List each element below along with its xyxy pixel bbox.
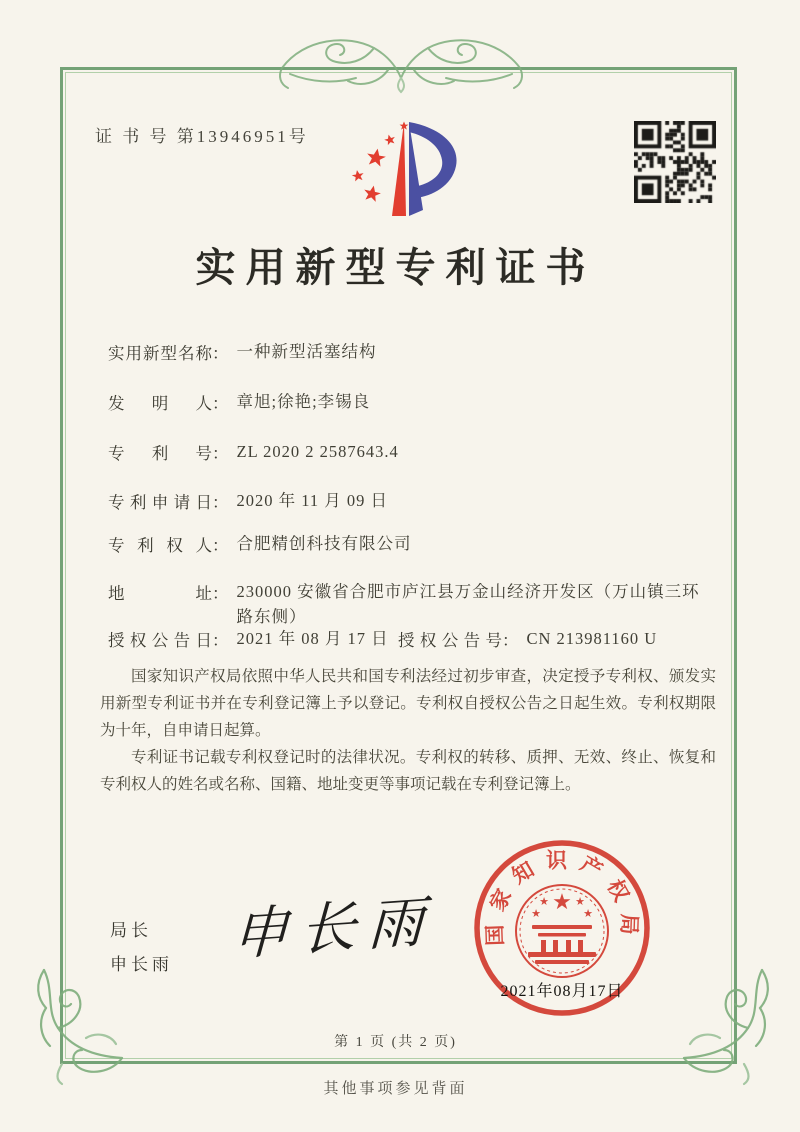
grant-publication-number [398, 627, 657, 652]
field-label: 专利申请日 [108, 493, 212, 512]
field-value: 一种新型活塞结构 [236, 342, 377, 361]
svg-text:★: ★ [583, 907, 593, 920]
legal-body-text [100, 663, 716, 798]
seal-national-emblem [516, 885, 608, 977]
field-value: 2020 年 11 月 09 日 [236, 491, 389, 510]
field-colon: ： [212, 344, 229, 363]
svg-text:★: ★ [575, 895, 585, 908]
field-value: 230000 安徽省合肥市庐江县万金山经济开发区（万山镇三环路东侧） [236, 582, 700, 626]
field-label: 授权公告日 [108, 631, 212, 650]
legal-paragraph-2: 专利证书记载专利权登记时的法律状况。专利权的转移、质押、无效、终止、恢复和专利权人的姓名或名称、国籍、地址变更等事项记载在专利登记簿上。 [100, 749, 716, 793]
field-row-patent-number [108, 440, 399, 465]
grant-number-value: CN 213981160 U [526, 629, 658, 648]
field-colon: ： [212, 584, 229, 603]
svg-text:★: ★ [531, 907, 541, 920]
field-row-inventor [108, 390, 370, 415]
commissioner-name: 申长雨 [110, 955, 173, 974]
field-row-grant [108, 627, 658, 652]
field-row-address [108, 580, 717, 630]
seal-ring-text: 国家知识产权局 [482, 848, 642, 947]
field-colon: ： [502, 631, 519, 650]
field-colon: ： [212, 536, 229, 555]
certificate-title: 实用新型专利证书 [195, 245, 596, 290]
field-colon: ： [212, 493, 229, 512]
cnipa-logo [346, 118, 464, 220]
seal-date: 2021年08月17日 [500, 983, 624, 1000]
field-colon: ： [212, 444, 229, 463]
field-colon: ： [212, 631, 229, 650]
field-value: ZL 2020 2 2587643.4 [236, 442, 399, 461]
back-side-note: 其他事项参见背面 [323, 1081, 468, 1097]
commissioner-title: 局长 [110, 921, 152, 940]
field-label: 发明人 [108, 394, 212, 413]
certificate-number: 证 书 号 第13946951号 [95, 127, 309, 146]
field-row-patentee [108, 532, 412, 557]
svg-text:★: ★ [552, 890, 572, 915]
qr-code [634, 121, 716, 203]
commissioner-handwritten-signature: 申长雨 [230, 890, 437, 968]
field-row-utility-model-name [108, 340, 377, 365]
logo-blue-p [409, 122, 457, 216]
legal-paragraph-1: 国家知识产权局依照中华人民共和国专利法经过初步审查，决定授予专利权、颁发实用新型专利证书并在专利登记簿上予以登记。专利权自授权公告之日起生效。专利权期限为十年，自申请日起算。 [100, 668, 716, 739]
field-label: 专利权人 [108, 536, 212, 555]
field-label: 专利号 [108, 444, 212, 463]
svg-text:★: ★ [539, 895, 549, 908]
grant-date-value: 2021 年 08 月 17 日 [236, 629, 389, 648]
field-value: 章旭;徐艳;李锡良 [236, 392, 371, 411]
field-colon: ： [212, 394, 229, 413]
field-label: 授权公告号 [398, 631, 502, 650]
field-label: 地址 [108, 584, 212, 603]
logo-red-wedge [392, 122, 406, 216]
page-number: 第 1 页 (共 2 页) [334, 1035, 457, 1050]
field-row-filing-date [108, 489, 388, 514]
field-label: 实用新型名称 [108, 344, 212, 363]
field-value: 合肥精创科技有限公司 [236, 534, 412, 553]
